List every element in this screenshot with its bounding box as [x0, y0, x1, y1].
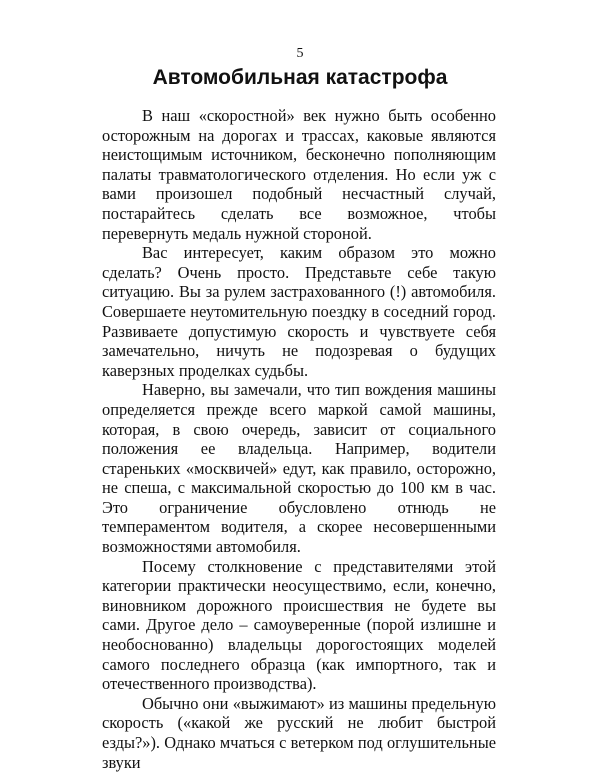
- paragraph: В наш «скоростной» век нужно быть особенно осторожным на дорогах и трассах, каковые являются неистощимым источником, бесконечно пополняющим палаты травматологического отделения. Но если уж с вами произошел подобный несчастный случай, постарайтесь сделать все возможное, чтобы перевернуть медаль нужной стороной.: [102, 106, 496, 243]
- paragraph: Наверно, вы замечали, что тип вождения машины определяется прежде всего маркой самой машины, которая, в свою очередь, зависит от социального положения ее владельца. Например, водители стареньких «москвичей» едут, как правило, осторожно, не спеша, с максимальной скоростью до 100 км в час. Это ограничение обусловлено отнюдь не темпераментом водителя, а скорее несовершенными возможностями автомобиля.: [102, 380, 496, 557]
- paragraph: Посему столкновение с представителями этой категории практически неосуществимо, если, конечно, виновником дорожного происшествия не будете вы сами. Другое дело – самоуверенные (порой излишне и необоснованно) владельцы дорогостоящих моделей самого последнего образца (как импортного, так и отечественного производства).: [102, 556, 496, 694]
- paragraph: Вас интересует, каким образом это можно сделать? Очень просто. Представьте себе такую ситуацию. Вы за рулем застрахованного (!) автомобиля. Совершаете неутомительную поездку в соседний город. Развиваете допустимую скорость и чувствуете себя замечательно, ничуть не подозревая о будущих каверзных проделках судьбы.: [102, 243, 496, 380]
- body-text: [102, 106, 496, 772]
- paragraph: Обычно они «выжимают» из машины предельную скорость («какой же русский не любит быстрой езды?»). Однако мчаться с ветерком под оглушительные звуки: [102, 693, 496, 772]
- page-number: 5: [296, 46, 304, 61]
- chapter-title: Автомобильная катастрофа: [152, 66, 448, 89]
